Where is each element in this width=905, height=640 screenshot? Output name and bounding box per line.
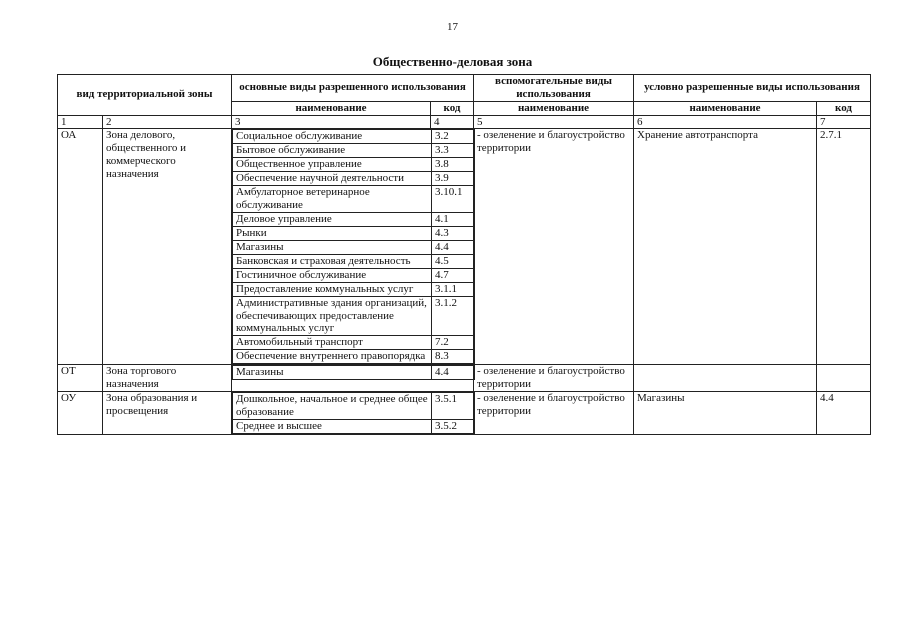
main-use-name: Общественное управление bbox=[233, 157, 432, 171]
main-use-code: 4.1 bbox=[432, 212, 475, 226]
conditional-use-name: Магазины bbox=[634, 392, 817, 435]
conditional-use-code: 4.4 bbox=[817, 392, 871, 435]
main-use-row bbox=[233, 226, 475, 240]
main-use-code: 3.3 bbox=[432, 143, 475, 157]
main-use-code: 3.2 bbox=[432, 129, 475, 143]
main-use-code: 3.9 bbox=[432, 171, 475, 185]
zone-code: ОТ bbox=[58, 365, 103, 392]
column-number: 3 bbox=[232, 115, 431, 128]
main-use-name: Обеспечение внутреннего правопорядка bbox=[233, 350, 432, 364]
main-use-row bbox=[233, 171, 475, 185]
header-main-code: код bbox=[431, 101, 474, 115]
main-use-code: 4.4 bbox=[432, 366, 475, 380]
conditional-use-code bbox=[817, 365, 871, 392]
main-use-name: Дошкольное, начальное и среднее общее образование bbox=[233, 393, 432, 420]
zones-table bbox=[57, 74, 871, 435]
main-use-name: Обеспечение научной деятельности bbox=[233, 171, 432, 185]
main-use-row bbox=[233, 336, 475, 350]
main-use-row bbox=[233, 129, 475, 143]
header-auxiliary-uses: вспомогательные виды использования bbox=[474, 75, 634, 102]
auxiliary-use: - озеленение и благоустройство территории bbox=[474, 365, 634, 392]
main-use-row bbox=[233, 157, 475, 171]
main-use-code: 7.2 bbox=[432, 336, 475, 350]
main-use-code: 4.7 bbox=[432, 268, 475, 282]
header-main-name: наименование bbox=[232, 101, 431, 115]
main-use-row bbox=[233, 420, 475, 434]
zone-name: Зона торгового назначения bbox=[103, 365, 232, 392]
zone-code: ОУ bbox=[58, 392, 103, 435]
header-auxiliary-name: наименование bbox=[474, 101, 634, 115]
main-use-row bbox=[233, 393, 475, 420]
main-use-row bbox=[233, 212, 475, 226]
conditional-use-name bbox=[634, 365, 817, 392]
main-use-code: 3.1.1 bbox=[432, 282, 475, 296]
main-use-row bbox=[233, 185, 475, 212]
main-use-name: Автомобильный транспорт bbox=[233, 336, 432, 350]
zone-code: ОА bbox=[58, 128, 103, 364]
column-number: 2 bbox=[103, 115, 232, 128]
column-number: 6 bbox=[634, 115, 817, 128]
auxiliary-use: - озеленение и благоустройство территории bbox=[474, 392, 634, 435]
main-use-name: Бытовое обслуживание bbox=[233, 143, 432, 157]
main-uses-cell bbox=[232, 128, 474, 364]
main-uses-list bbox=[232, 392, 475, 434]
main-use-row bbox=[233, 240, 475, 254]
main-use-name: Предоставление коммунальных услуг bbox=[233, 282, 432, 296]
main-use-code: 4.4 bbox=[432, 240, 475, 254]
page-number: 17 bbox=[447, 21, 458, 33]
header-main-uses: основные виды разрешенного использования bbox=[232, 75, 474, 102]
zone-name: Зона образования и просвещения bbox=[103, 392, 232, 435]
main-use-name: Социальное обслуживание bbox=[233, 129, 432, 143]
main-use-name: Банковская и страховая деятельность bbox=[233, 254, 432, 268]
header-conditional-uses: условно разрешенные виды использования bbox=[634, 75, 871, 102]
auxiliary-use: - озеленение и благоустройство территории bbox=[474, 128, 634, 364]
zone-name: Зона делового, общественного и коммерческого назначения bbox=[103, 128, 232, 364]
column-number-row bbox=[58, 115, 871, 128]
main-use-code: 3.1.2 bbox=[432, 296, 475, 336]
main-use-name: Магазины bbox=[233, 366, 432, 380]
main-uses-list bbox=[232, 129, 475, 364]
main-uses-cell bbox=[232, 365, 474, 392]
main-use-name: Амбулаторное ветеринарное обслуживание bbox=[233, 185, 432, 212]
zone-row bbox=[58, 128, 871, 364]
zone-row bbox=[58, 392, 871, 435]
main-use-name: Гостиничное обслуживание bbox=[233, 268, 432, 282]
main-uses-list bbox=[232, 365, 475, 380]
conditional-use-code: 2.7.1 bbox=[817, 128, 871, 364]
column-number: 5 bbox=[474, 115, 634, 128]
column-number: 1 bbox=[58, 115, 103, 128]
header-conditional-code: код bbox=[817, 101, 871, 115]
page-title: Общественно-деловая зона bbox=[372, 54, 533, 69]
main-use-code: 8.3 bbox=[432, 350, 475, 364]
main-use-name: Среднее и высшее bbox=[233, 420, 432, 434]
main-use-code: 4.5 bbox=[432, 254, 475, 268]
zone-row bbox=[58, 365, 871, 392]
main-use-name: Магазины bbox=[233, 240, 432, 254]
main-use-code: 3.10.1 bbox=[432, 185, 475, 212]
main-use-row bbox=[233, 282, 475, 296]
header-zone-type: вид территориальной зоны bbox=[58, 75, 232, 116]
main-uses-cell bbox=[232, 392, 474, 435]
main-use-name: Рынки bbox=[233, 226, 432, 240]
main-use-code: 3.5.2 bbox=[432, 420, 475, 434]
main-use-row bbox=[233, 143, 475, 157]
main-use-name: Деловое управление bbox=[233, 212, 432, 226]
main-use-row bbox=[233, 296, 475, 336]
main-use-code: 3.8 bbox=[432, 157, 475, 171]
column-number: 7 bbox=[817, 115, 871, 128]
main-use-name: Административные здания организаций, обеспечивающих предоставление коммунальных услуг bbox=[233, 296, 432, 336]
column-number: 4 bbox=[431, 115, 474, 128]
conditional-use-name: Хранение автотранспорта bbox=[634, 128, 817, 364]
main-use-row bbox=[233, 254, 475, 268]
main-use-code: 3.5.1 bbox=[432, 393, 475, 420]
header-conditional-name: наименование bbox=[634, 101, 817, 115]
main-use-row bbox=[233, 268, 475, 282]
main-use-row bbox=[233, 350, 475, 364]
main-use-code: 4.3 bbox=[432, 226, 475, 240]
main-use-row bbox=[233, 366, 475, 380]
